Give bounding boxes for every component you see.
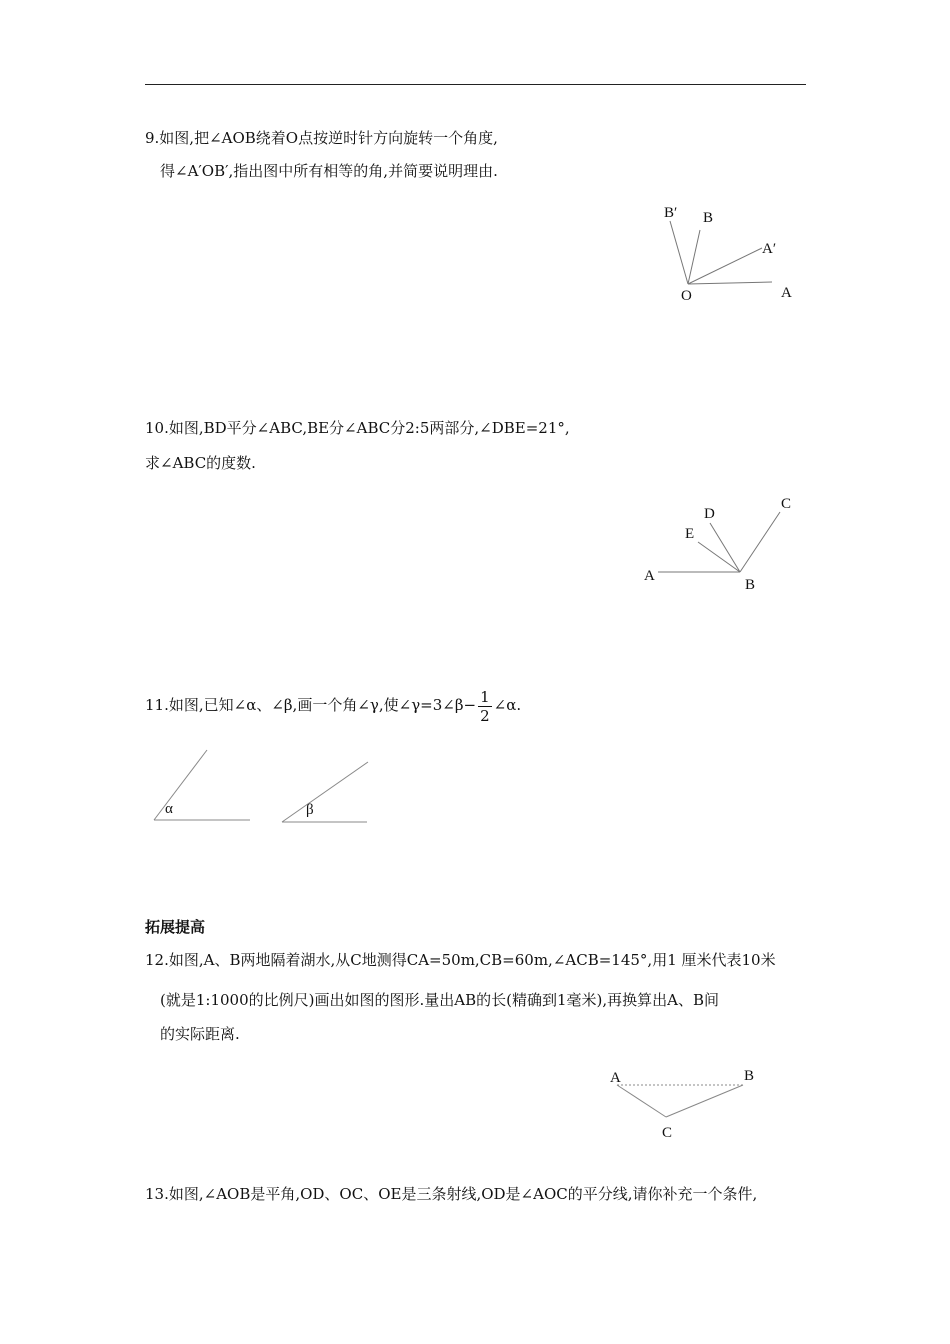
label-A: A [644,568,655,584]
ray-BE [698,542,740,572]
label-D: D [704,506,715,522]
q12-line1: 12.如图,A、B两地隔着湖水,从C地测得CA=50m,CB=60m,∠ACB=145°,用1 厘米代表10米 [145,951,776,969]
label-alpha: α [165,801,173,817]
ray-OAprime [688,248,762,284]
label-A: A [781,285,792,301]
label-C: C [662,1125,673,1141]
label-B: B [703,210,714,226]
label-B: B [745,577,756,593]
fraction-numerator: 1 [480,687,490,706]
q12-line3: 的实际距离. [160,1025,240,1043]
label-Aprime: A′ [762,241,777,257]
fraction-one-half [478,688,492,725]
label-O: O [681,288,692,304]
q10-line2: 求∠ABC的度数. [145,454,256,472]
fraction-denominator: 2 [480,706,490,725]
q12-line2: (就是1:1000的比例尺)画出如图的图形.量出AB的长(精确到1毫米),再换算出A、B间 [160,991,719,1009]
label-A: A [610,1070,621,1086]
segment-AC [617,1085,666,1117]
label-beta: β [306,802,314,818]
ray-OBprime [670,221,688,284]
q13-line1: 13.如图,∠AOB是平角,OD、OC、OE是三条射线,OD是∠AOC的平分线,请你补充一个条件, [145,1185,758,1203]
q11-text-before: 11.如图,已知∠α、∠β,画一个角∠γ,使∠γ=3∠β− [145,696,477,714]
header-rule [145,84,806,85]
q9-line1: 9.如图,把∠AOB绕着O点按逆时针方向旋转一个角度, [145,129,498,147]
ray-BD [710,523,740,572]
q10-figure [640,490,810,600]
label-E: E [685,526,695,542]
q9-line2: 得∠A′OB′,指出图中所有相等的角,并简要说明理由. [160,162,498,180]
label-C: C [781,496,792,512]
alpha-side [154,750,207,820]
q12-figure [600,1062,775,1144]
q10-line1: 10.如图,BD平分∠ABC,BE分∠ABC分2:5两部分,∠DBE=21°, [145,419,570,437]
section-title: 拓展提高 [145,918,206,936]
q11-line [145,686,521,725]
segment-BC [666,1085,743,1117]
ray-OA [688,282,772,284]
q11-text-after: ∠α. [493,696,522,714]
q9-figure [650,196,810,311]
ray-OB [688,230,700,284]
label-Bprime: B′ [664,205,678,221]
beta-side [282,762,368,822]
q11-figure [150,745,380,830]
ray-BC [740,512,780,572]
label-B: B [744,1068,755,1084]
